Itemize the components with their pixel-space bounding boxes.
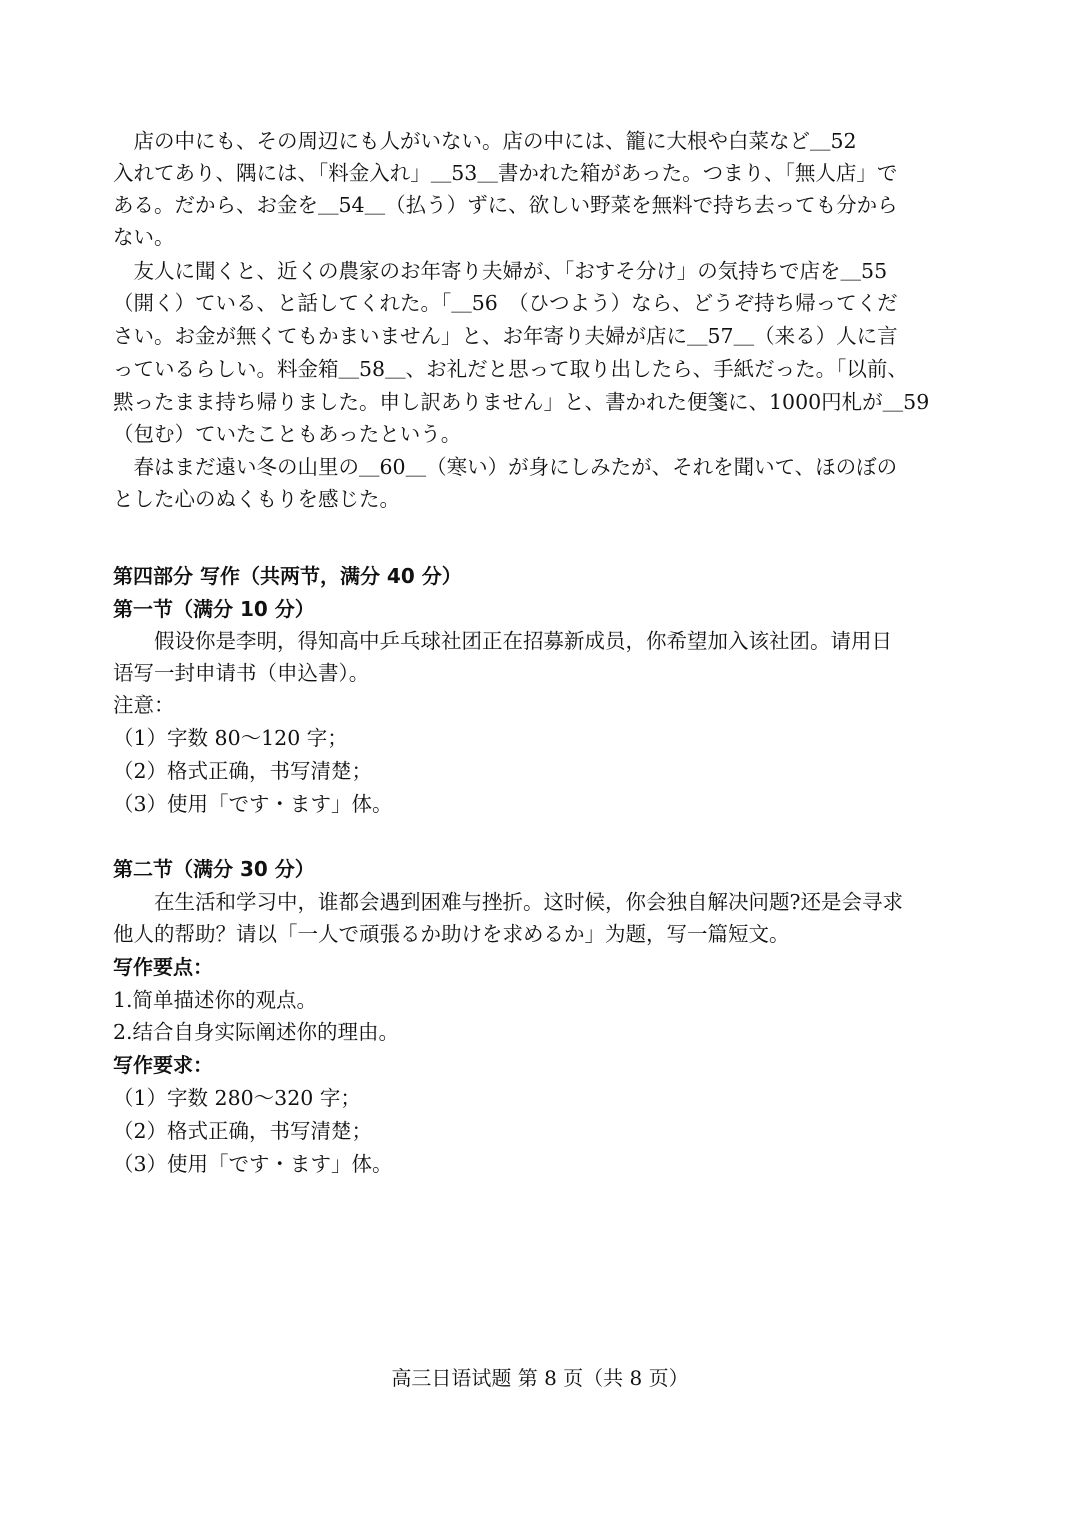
passage-line: っているらしい。料金箱＿58＿、お礼だと思って取り出したら、手紙だった。「以前、 xyxy=(113,357,908,381)
passage-line: 黙ったまま持ち帰りました。申し訳ありません」と、書かれた便箋に、1000円札が＿59 xyxy=(113,390,930,414)
section1-note: （3）使用「です・ます」体。 xyxy=(113,792,393,816)
passage-line: 店の中にも、その周辺にも人がいない。店の中には、籠に大根や白菜など＿52 xyxy=(113,129,857,153)
section2-requirement: （3）使用「です・ます」体。 xyxy=(113,1152,393,1176)
section2-point: 1.简单描述你的观点。 xyxy=(113,988,318,1012)
section1-note: （1）字数 80～120 字； xyxy=(113,726,348,750)
passage-line: とした心のぬくもりを感じた。 xyxy=(113,487,400,511)
section1-prompt-line: 语写一封申请书（申込書）。 xyxy=(113,661,370,685)
part4-heading: 第四部分 写作（共两节，满分 40 分） xyxy=(113,564,462,588)
section1-prompt-line: 假设你是李明，得知高中乒乓球社团正在招募新成员，你希望加入该社团。请用日 xyxy=(113,629,892,653)
section2-requirement: （1）字数 280～320 字； xyxy=(113,1086,361,1110)
passage-line: 春はまだ遠い冬の山里の＿60＿（寒い）が身にしみたが、それを聞いて、ほのぼの xyxy=(113,455,898,479)
page-footer: 高三日语试题 第 8 页（共 8 页） xyxy=(391,1366,689,1390)
passage-line: ない。 xyxy=(113,225,175,249)
section2-prompt-line: 他人的帮助？请以「一人で頑張るか助けを求めるか」为题，写一篇短文。 xyxy=(113,922,790,946)
section2-heading: 第二节（满分 30 分） xyxy=(113,857,315,881)
passage-line: 入れてあり、隅には、「料金入れ」＿53＿書かれた箱があった。つまり、「無人店」で xyxy=(113,161,898,185)
section1-note: （2）格式正确，书写清楚； xyxy=(113,759,373,783)
section1-heading: 第一节（满分 10 分） xyxy=(113,597,315,621)
passage-line: （包む）ていたこともあったという。 xyxy=(113,422,462,446)
section1-note-label: 注意： xyxy=(113,693,175,717)
passage-line: （開く）ている、と話してくれた。「＿56 （ひつよう）なら、どうぞ持ち帰ってくだ xyxy=(113,291,898,315)
section2-prompt-line: 在生活和学习中，谁都会遇到困难与挫折。这时候，你会独自解决问题?还是会寻求 xyxy=(113,890,903,914)
section2-requirement: （2）格式正确，书写清楚； xyxy=(113,1119,373,1143)
section2-points-label: 写作要点： xyxy=(113,955,213,979)
section2-point: 2.结合自身实际阐述你的理由。 xyxy=(113,1020,400,1044)
passage-line: さい。お金が無くてもかまいません」と、お年寄り夫婦が店に＿57＿（来る）人に言 xyxy=(113,324,898,348)
passage-line: 友人に聞くと、近くの農家のお年寄り夫婦が、「おすそ分け」の気持ちで店を＿55 xyxy=(113,259,888,283)
passage-line: ある。だから、お金を＿54＿（払う）ずに、欲しい野菜を無料で持ち去っても分から xyxy=(113,193,898,217)
section2-req-label: 写作要求： xyxy=(113,1053,213,1077)
